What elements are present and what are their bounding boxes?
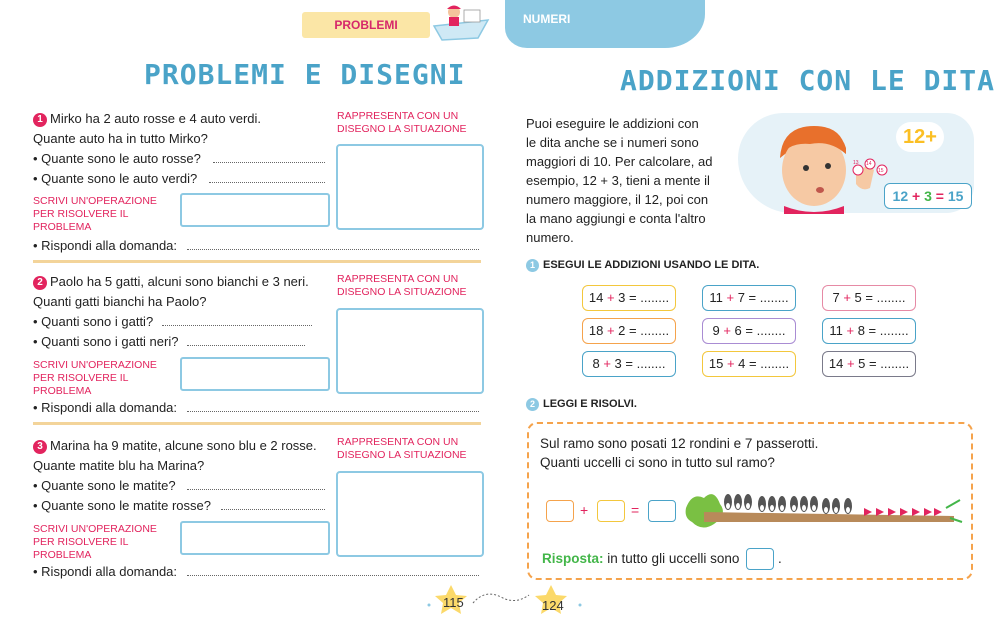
addition-exercise[interactable]: 7 + 5 = ........ [822,285,916,311]
answer-line[interactable] [209,182,325,183]
operation-label: SCRIVI UN'OPERAZIONE PER RISOLVERE IL PROBLEMA [33,523,157,561]
equals-sign: = [631,502,640,518]
answer-box[interactable] [746,548,774,570]
section-number-badge: 2 [526,398,539,411]
addition-exercise[interactable]: 14 + 5 = ........ [822,351,916,377]
answer-period: . [778,551,782,566]
branch-with-birds-illustration [684,478,964,534]
section-number-badge: 1 [526,259,539,272]
plus-sign: + [580,502,589,518]
operation-box[interactable] [180,193,330,227]
problemi-tag: PROBLEMI [302,12,430,38]
operation-box[interactable] [180,357,330,391]
result-box[interactable] [648,500,676,522]
answer-line[interactable] [187,575,479,576]
left-page-number: 115 [443,595,464,610]
finger-number: 14 [866,161,872,167]
problem-3-text: 3 Marina ha 9 matite, alcune sono blu e 2 rosse. Quante matite blu ha Marina? [33,438,317,473]
answer-line[interactable] [162,325,312,326]
section-2-heading: 2 LEGGI E RISOLVI. [526,398,637,411]
problem-1-question-1: • Quante sono le auto rosse? [33,151,201,166]
right-page-number: 124 [542,598,564,613]
problem-2-question-1: • Quanti sono i gatti? [33,314,154,329]
drawing-box[interactable] [336,308,484,394]
problem-3-question-2: • Quante sono le matite rosse? [33,498,211,513]
answer-line[interactable] [187,411,479,412]
answer-sentence: Risposta: in tutto gli uccelli sono [542,551,740,566]
answer-line[interactable] [213,162,325,163]
operation-label: SCRIVI UN'OPERAZIONE PER RISOLVERE IL PROBLEMA [33,359,157,397]
answer-line[interactable] [187,489,325,490]
example-equation: 12 + 3 = 15 [884,183,972,209]
operation-label: SCRIVI UN'OPERAZIONE PER RISOLVERE IL PROBLEMA [33,195,157,233]
right-page-title: ADDIZIONI CON LE DITA [620,64,996,97]
addend-box-1[interactable] [546,500,574,522]
problem-number-badge: 1 [33,113,47,127]
addition-exercise[interactable]: 11 + 8 = ........ [822,318,916,344]
drawing-label: RAPPRESENTA CON UN DISEGNO LA SITUAZIONE [337,436,467,461]
problem-number-badge: 3 [33,440,47,454]
drawing-box[interactable] [336,471,484,557]
problem-statement-line-2: Quanti uccelli ci sono in tutto sul ramo? [540,455,775,470]
problem-statement-line-1: Sul ramo sono posati 12 rondini e 7 passerotti. [540,436,819,451]
problem-2-text: 2 Paolo ha 5 gatti, alcuni sono bianchi e 3 neri. Quanti gatti bianchi ha Paolo? [33,274,309,309]
answer-line[interactable] [221,509,325,510]
problem-1-text: 1 Mirko ha 2 auto rosse e 4 auto verdi. Quante auto ha in tutto Mirko? [33,111,262,146]
addition-exercise[interactable]: 8 + 3 = ........ [582,351,676,377]
numeri-tag: NUMERI [505,0,705,48]
addition-exercise[interactable]: 15 + 4 = ........ [702,351,796,377]
finger-number: 15 [878,168,884,174]
addition-exercise[interactable]: 14 + 3 = ........ [582,285,676,311]
problem-3-question-1: • Quante sono le matite? [33,478,176,493]
addition-exercise[interactable]: 18 + 2 = ........ [582,318,676,344]
addition-exercise[interactable]: 11 + 7 = ........ [702,285,796,311]
addend-box-2[interactable] [597,500,625,522]
separator [33,260,481,263]
separator [33,422,481,425]
addition-exercise[interactable]: 9 + 6 = ........ [702,318,796,344]
problem-1-question-2: • Quante sono le auto verdi? [33,171,198,186]
boat-illustration [432,2,492,46]
twelve-plus-badge: 12+ [896,122,944,152]
problem-3-answer-prompt: • Rispondi alla domanda: [33,564,178,579]
left-page-title: PROBLEMI E DISEGNI [144,58,466,91]
operation-box[interactable] [180,521,330,555]
drawing-label: RAPPRESENTA CON UN DISEGNO LA SITUAZIONE [337,110,467,135]
problem-2-answer-prompt: • Rispondi alla domanda: [33,400,178,415]
problem-2-question-2: • Quanti sono i gatti neri? [33,334,179,349]
section-1-heading: 1 ESEGUI LE ADDIZIONI USANDO LE DITA. [526,259,759,272]
answer-line[interactable] [187,345,305,346]
problem-number-badge: 2 [33,276,47,290]
boy-counting-illustration [770,118,900,214]
problem-1-answer-prompt: • Rispondi alla domanda: [33,238,178,253]
answer-line[interactable] [187,249,479,250]
intro-text: Puoi eseguire le addizioni con le dita anche se i numeri sono maggiori di 10. Per calcolare, ad esempio, 12 + 3, tieni a mente il numero maggiore, il 12, poi con la mano aggiungi e conta l'altro numero. [526,116,713,245]
drawing-box[interactable] [336,144,484,230]
drawing-label: RAPPRESENTA CON UN DISEGNO LA SITUAZIONE [337,273,467,298]
finger-number: 13 [853,160,859,166]
